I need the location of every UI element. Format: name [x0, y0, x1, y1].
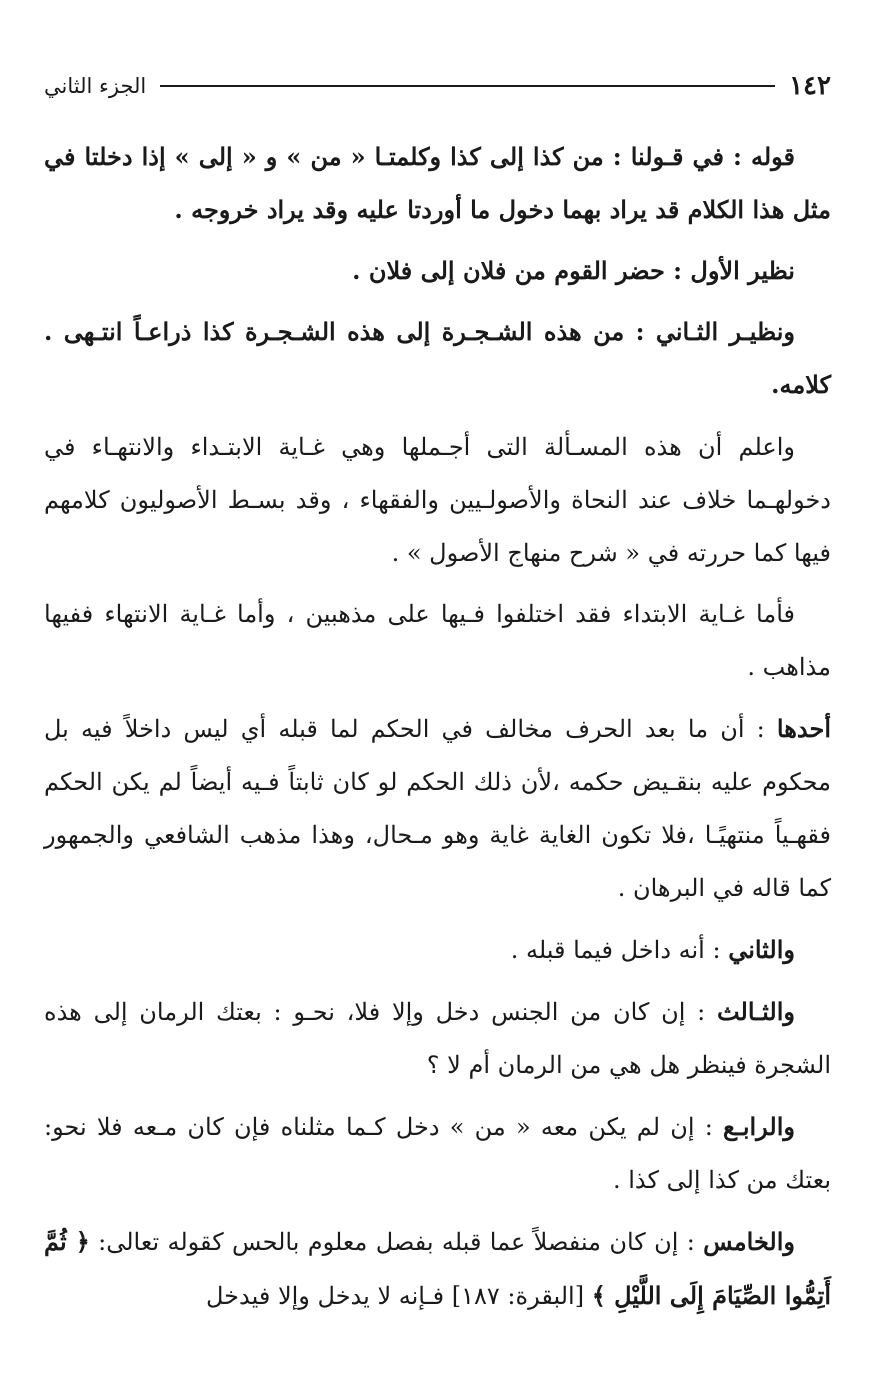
opinion-heading: أحدها	[776, 714, 831, 743]
paragraph-text: واعلم أن هذه المسـألة التى أجـملها وهي غـاية الابتـداء والانتهـاء في دخولهـما خلاف عند النحاة والأصولـيين والفقهاء ، وقد بسـط الأصوليون كلامهم فيها كما حررته في « شرح منهاج الأصول » .	[44, 433, 831, 567]
paragraph-ghayat-ibtida	[44, 588, 831, 694]
header-rule	[160, 85, 775, 87]
paragraph-opinion-three	[44, 985, 831, 1092]
quran-verse: ﴿ ثُمَّ أَتِمُّوا الصِّيَامَ إِلَى اللَّيْلِ ﴾	[44, 1227, 831, 1310]
paragraph-qawluhu	[44, 130, 831, 236]
paragraph-second-example	[44, 305, 831, 411]
paragraph-text: ونظيـر الثـاني : من هذه الشـجـرة إلى هذه الشـجـرة كذا ذراعـاً انتـهى . كلامه.	[44, 317, 831, 399]
paragraph-introduction	[44, 421, 831, 580]
opinion-heading: والثاني	[728, 935, 795, 964]
paragraph-opinion-one	[44, 702, 831, 915]
verse-reference-text: [البقرة: ١٨٧] فـإنه لا يدخل وإلا فيدخل	[206, 1282, 592, 1310]
paragraph-text: : أنه داخل فيما قبله .	[510, 936, 729, 964]
page-number: ١٤٢	[789, 71, 831, 101]
paragraph-text: : أن ما بعد الحرف مخالف في الحكم لما قبله أي ليس داخلاً فيه بل محكوم عليه بنقـيض حكمه ،لأن ذلك الحكم لو كان ثابتاً فـيه أيضاً لم يكن الحكم فقهـياً منتهيًـا ،فلا تكون الغاية غاية وهو مـحال، وهذا مذهب الشافعي والجمهور كما قاله في البرهان .	[44, 715, 831, 902]
paragraph-first-example	[44, 244, 831, 297]
paragraph-opinion-five	[44, 1215, 831, 1323]
paragraph-text: فأما غـاية الابتداء فقد اختلفوا فـيها على مذهبين ، وأما غـاية الانتهاء ففيها مذاهب .	[44, 600, 831, 681]
paragraph-text: : إن لم يكن معه « من » دخل كـما مثلناه فإن كان مـعه فلا نحو: بعتك من كذا إلى كذا .	[44, 1113, 831, 1194]
paragraph-text: : إن كان منفصلاً عما قبله بفصل معلوم بالحس كقوله تعالى:	[89, 1228, 704, 1256]
opinion-heading: والرابـع	[723, 1112, 795, 1141]
paragraph-opinion-four	[44, 1100, 831, 1207]
running-title: الجزء الثاني	[44, 74, 147, 98]
opinion-heading: والثـالث	[716, 997, 795, 1026]
paragraph-text: قوله : في قـولنا : من كذا إلى كذا وكلمتـا « من » و « إلى » إذا دخلتا في مثل هذا الكلام قد يراد بهما دخول ما أوردتا عليه وقد يراد خروجه .	[44, 142, 831, 224]
opinion-heading: والخامس	[703, 1227, 795, 1256]
paragraph-opinion-two	[44, 923, 831, 977]
page-header	[44, 60, 831, 112]
paragraph-text: نظير الأول : حضر القوم من فلان إلى فلان .	[352, 256, 795, 285]
paragraph-text: : إن كان من الجنس دخل وإلا فلا، نحـو : بعتك الرمان إلى هذه الشجرة فينظر هل هي من الرمان أم لا ؟	[44, 998, 831, 1079]
